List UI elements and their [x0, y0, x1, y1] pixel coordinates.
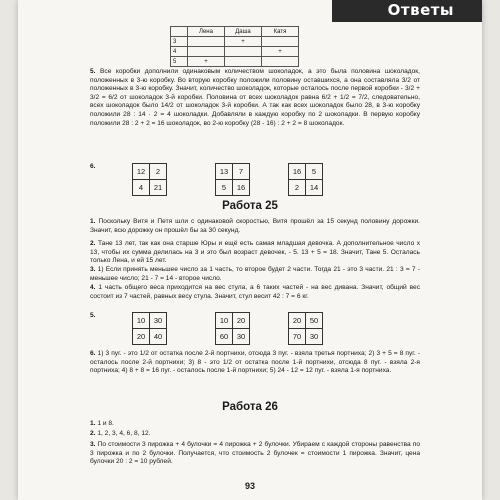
banner-title: Ответы: [387, 1, 454, 19]
section-heading: Работа 26: [222, 401, 278, 413]
grid-cell: 21: [150, 180, 167, 196]
table-header-cell: Лена: [188, 27, 225, 37]
table-cell: [262, 37, 299, 47]
table-header-cell: Катя: [262, 27, 299, 37]
grid-cell: 60: [216, 329, 233, 345]
answer-text: Тане 13 лет, так как она старше Юры и ещё есть самая младшая девочка. А дополнительное число x 13, чтобы их сумма делилась на 3 и это был возраст девочек, - 5. 13 + 5 = 18. Значит, Тане 5. Осталась только Лена, и ей 15 лет.: [90, 240, 420, 265]
table-header-row: [171, 27, 299, 37]
answer-5: [90, 68, 420, 128]
table-cell: +: [225, 37, 262, 47]
grid-cell: 20: [289, 313, 306, 329]
table-cell: [262, 57, 299, 67]
answer-6-label: [90, 163, 96, 172]
answer-label: 3.: [90, 266, 96, 273]
grid-cell: 4: [133, 180, 150, 196]
grid-cell: 30: [150, 313, 167, 329]
grid-cell: 16: [289, 164, 306, 180]
grid-cell: 5: [216, 180, 233, 196]
answer-table: [170, 26, 299, 67]
grid-cell: 16: [233, 180, 250, 196]
answer-2: [90, 240, 420, 266]
answer-label: 5.: [90, 68, 96, 75]
answer-grid: [288, 163, 323, 196]
answer-grid: [288, 312, 323, 345]
table-header-cell: Даша: [225, 27, 262, 37]
answer-grid: [215, 312, 250, 345]
answer-label: 4.: [90, 284, 96, 291]
answer-text: 1) 3 пуг. - это 1/2 от остатка после 2-й портнихи, отсюда 3 пуг. - взяла третья портниха; 2) 3 + 5 = 8 пуг. - осталось после 2-й портнихи; 3) 8 - это 1/2 от остатка после 1-й портнихи, отсюда 8 пуг. - взяла 2-я портниха; 4) 8 + 8 = 16 пуг. - осталось после 1-й портнихи; 5) 24 - 12 = 12 пуг. - взяла 1-я портниха.: [90, 350, 420, 375]
answer-grid: [132, 312, 167, 345]
table-row: [171, 47, 299, 57]
grid-cell: 30: [233, 329, 250, 345]
answer-6: [90, 350, 420, 376]
grid-cell: 10: [216, 313, 233, 329]
table-cell: [188, 47, 225, 57]
answer-text: 1, 2, 3, 4, 6, 8, 12.: [97, 430, 151, 437]
table-cell: 3: [171, 37, 188, 47]
answer-label: 2.: [90, 430, 96, 437]
answer-1: [90, 420, 420, 429]
answer-grid: [215, 163, 250, 196]
book-page: [18, 0, 482, 500]
grid-cell: 70: [289, 329, 306, 345]
grid-cell: 50: [306, 313, 323, 329]
table-row: [171, 37, 299, 47]
grid-cell: 20: [133, 329, 150, 345]
answer-label: 3.: [90, 441, 96, 448]
answer-label: 5.: [90, 312, 96, 319]
section-heading: Работа 25: [222, 200, 278, 212]
grid-cell: 20: [233, 313, 250, 329]
page-number: 93: [244, 481, 255, 491]
table-cell: 4: [171, 47, 188, 57]
answer-5-label: [90, 312, 96, 321]
table-cell: 5: [171, 57, 188, 67]
table-cell: [225, 47, 262, 57]
grid-cell: 2: [150, 164, 167, 180]
grid-cell: 10: [133, 313, 150, 329]
answer-label: 2.: [90, 240, 96, 247]
answer-4: [90, 284, 420, 301]
grid-cell: 2: [289, 180, 306, 196]
table-cell: +: [188, 57, 225, 67]
grid-cell: 13: [216, 164, 233, 180]
table-header-cell: [171, 27, 188, 37]
grid-cell: 5: [306, 164, 323, 180]
answer-text: 1 часть общего веса приходится на вес стула, а 6 таких частей - на вес дивана. Значит, общий вес состоит из 7 частей, равных весу стула. Значит, стул весит 42 : 7 = 6 кг.: [90, 284, 420, 300]
answer-3: [90, 441, 420, 467]
answer-label: 6.: [90, 163, 96, 170]
answer-3: [90, 266, 420, 283]
answer-text: Все коробки дополнили одинаковым количеством шоколадок, а это была половина шоколадок, положенных в 3-ю коробку. Во вторую коробку положили половину оставшихся, а она составляла 3/2 от положенных в 3-ю коробку. Значит, количество шоколадок, которые осталось после первой коробки - 3/2 + 3/2 = 6/2 от шоколадок 3-й коробки. Половина от всех шоколадок равна 6/2 + 1/2 = 7/2, следовательно, всех шоколадок было 14/2 от шоколадок 3-й коробки. А так как всех шоколадок было 28, в 3-ю коробку положили 28 : 14 · 2 = 4 шоколадки. Добавляли в каждую коробку по 2 шоколадки. В первую коробку положили 28 : 2 + 2 = 16 шоколадок, во 2-ю коробку (28 - 16) : 2 + 2 = 8 шоколадок.: [90, 68, 420, 127]
answer-text: 1) Если принять меньшее число за 1 часть, то второе будет 2 части. Тогда 21 - это 3 части. 21 : 3 = 7 - меньшее число; 21 - 7 = 14 - второе число.: [90, 266, 420, 282]
answer-2: [90, 430, 420, 439]
answer-text: Поскольку Витя и Петя шли с одинаковой скоростью, Витя прошёл за 15 секунд половину дорожки. Значит, всю дорожку он прошёл бы за 30 секунд.: [90, 218, 420, 234]
answer-1: [90, 218, 420, 235]
answer-text: 1 и 8.: [97, 420, 114, 427]
grid-cell: 7: [233, 164, 250, 180]
grid-cell: 12: [133, 164, 150, 180]
answer-label: 1.: [90, 420, 96, 427]
grid-cell: 40: [150, 329, 167, 345]
answer-grid: [132, 163, 167, 196]
table-cell: [188, 37, 225, 47]
answer-text: По стоимости 3 пирожка + 4 булочки = 4 пирожка + 2 булочки. Убираем с каждой стороны равенства по 3 пирожка и по 2 булочки. Получается, что стоимость 2 булочек = стоимости 1 пирожка. Значит, цена булочки 20 : 2 = 10 рублей.: [90, 441, 420, 466]
table-cell: +: [262, 47, 299, 57]
table-cell: [225, 57, 262, 67]
answer-label: 6.: [90, 350, 96, 357]
table-row: [171, 57, 299, 67]
grid-cell: 14: [306, 180, 323, 196]
answers-banner: [332, 0, 482, 22]
grid-cell: 30: [306, 329, 323, 345]
answer-label: 1.: [90, 218, 96, 225]
